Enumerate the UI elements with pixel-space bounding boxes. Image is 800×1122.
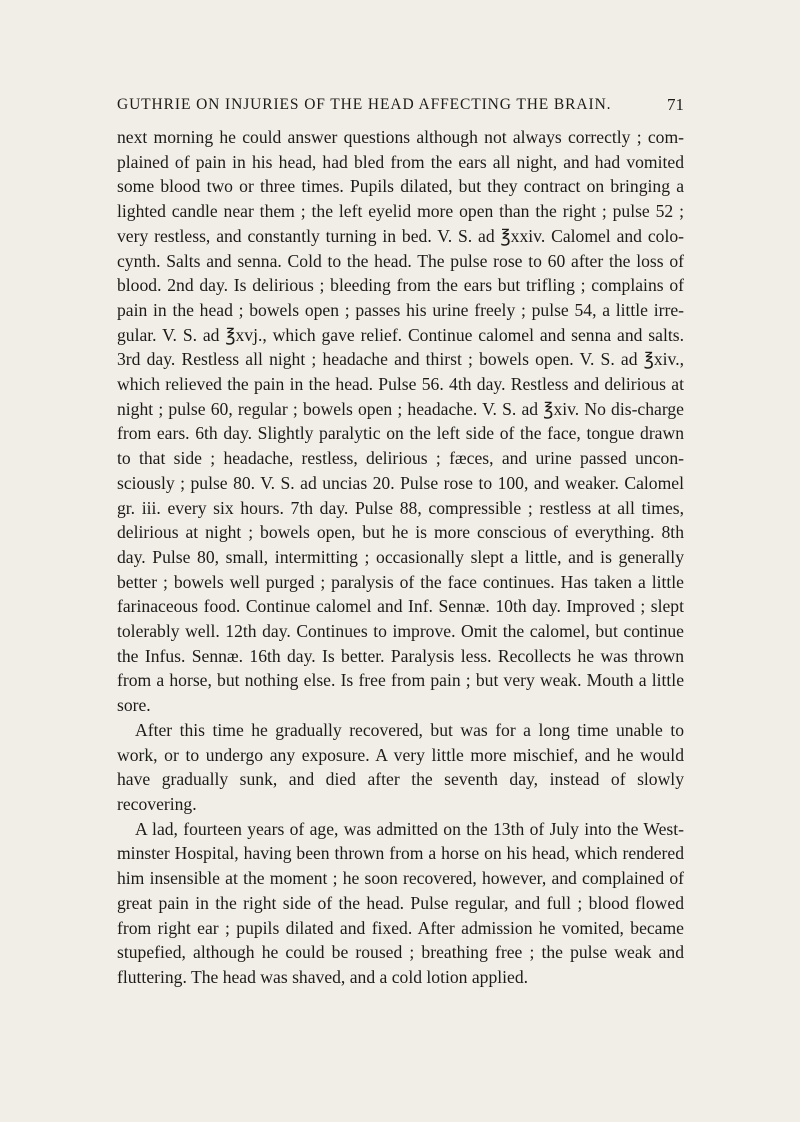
page-number: 71 [667,95,684,114]
paragraph-continued: next morning he could answer questions although not always correctly ; com-plained of pain in his head, had bled from the ears all night, and had vomited some blood two or three times. Pupils dilated, but they contract on bringing a lighted candle near them ; the left eyelid more open than the right ; pulse 52 ; very restless, and constantly turning in bed. V. S. ad ℥xxiv. Calomel and colo-cynth. Salts and senna. Cold to the head. The pulse rose to 60 after the loss of blood. 2nd day. Is delirious ; bleeding from the ears but trifling ; complains of pain in the head ; bowels open ; passes his urine freely ; pulse 54, a little irre-gular. V. S. ad ℥xvj., which gave relief. Continue calomel and senna and salts. 3rd day. Restless all night ; headache and thirst ; bowels open. V. S. ad ℥xiv., which relieved the pain in the head. Pulse 56. 4th day. Restless and delirious at night ; pulse 60, regular ; bowels open ; headache. V. S. ad ℥xiv. No dis-charge from ears. 6th day. Slightly paralytic on the left side of the face, tongue drawn to that side ; headache, restless, delirious ; fæces, and urine passed uncon-sciously ; pulse 80. V. S. ad uncias 20. Pulse rose to 100, and weaker. Calomel gr. iii. every six hours. 7th day. Pulse 88, compressible ; restless at all times, delirious at night ; bowels open, but he is more conscious of everything. 8th day. Pulse 80, small, intermitting ; occasionally slept a little, and is generally better ; bowels well purged ; paralysis of the face continues. Has taken a little farinaceous food. Continue calomel and Inf. Sennæ. 10th day. Improved ; slept tolerably well. 12th day. Continues to improve. Omit the calomel, but continue the Infus. Sennæ. 16th day. Is better. Paralysis less. Recollects he was thrown from a horse, but nothing else. Is free from pain ; but very weak. Mouth a little sore. [117,127,684,716]
running-head [117,93,684,117]
body-text [117,125,684,990]
running-title: GUTHRIE ON INJURIES OF THE HEAD AFFECTING THE BRAIN. [117,96,612,113]
paragraph-case-lad: A lad, fourteen years of age, was admitted on the 13th of July into the West-minster Hospital, having been thrown from a horse on his head, which rendered him insensible at the moment ; he soon recovered, however, and complained of great pain in the right side of the head. Pulse regular, and full ; blood flowed from right ear ; pupils dilated and fixed. After admission he vomited, became stupefied, although he could be roused ; breathing free ; the pulse weak and fluttering. The head was shaved, and a cold lotion applied. [117,818,684,987]
paragraph-recovery: After this time he gradually recovered, but was for a long time unable to work, or to undergo any exposure. A very little more mischief, and he would have gradually sunk, and died after the seventh day, instead of slowly recovering. [117,719,684,814]
